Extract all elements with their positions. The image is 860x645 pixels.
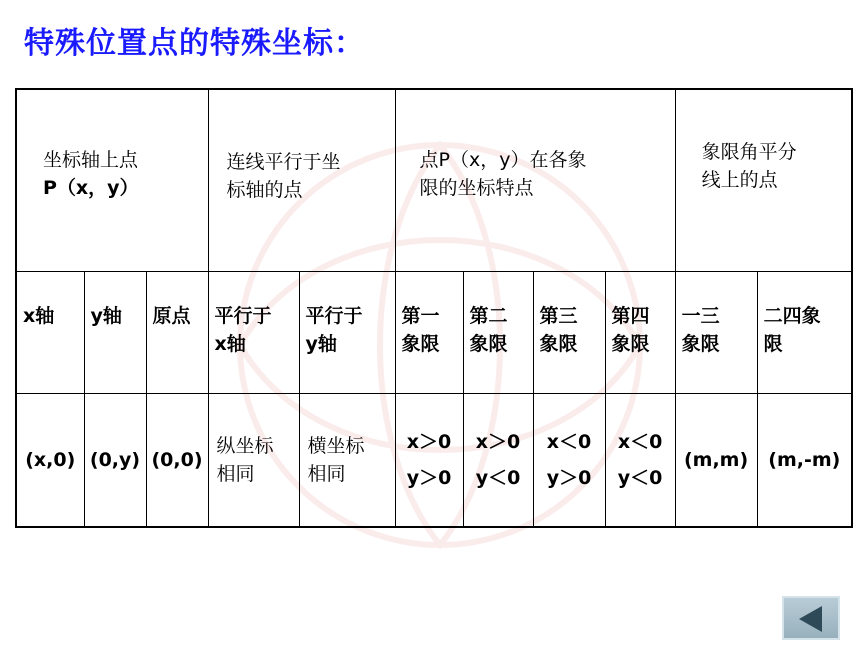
subheader-bisector-13: 一三 象限	[675, 271, 757, 393]
subheader-quadrant-1: 第一 象限	[395, 271, 463, 393]
value-y-axis: (0,y)	[84, 393, 146, 527]
coordinates-table	[15, 88, 853, 528]
subheader-parallel-x: 平行于 x轴	[208, 271, 299, 393]
header-parallel: 连线平行于坐 标轴的点	[208, 89, 395, 271]
value-bisector-13: (m,m)	[675, 393, 757, 527]
header-quadrant: 点P（x，y）在各象 限的坐标特点	[395, 89, 675, 271]
back-arrow-icon	[796, 604, 826, 634]
subheader-row	[16, 271, 852, 393]
back-button[interactable]	[782, 596, 840, 640]
value-quadrant-1: x＞0 y＞0	[395, 393, 463, 527]
subheader-parallel-y: 平行于 y轴	[299, 271, 395, 393]
value-x-axis: (x,0)	[16, 393, 84, 527]
subheader-quadrant-4: 第四 象限	[605, 271, 675, 393]
subheader-quadrant-3: 第三 象限	[533, 271, 605, 393]
subheader-quadrant-2: 第二 象限	[463, 271, 533, 393]
subheader-bisector-24: 二四象 限	[757, 271, 852, 393]
subheader-origin: 原点	[146, 271, 208, 393]
header-bisector: 象限角平分 线上的点	[675, 89, 852, 271]
value-quadrant-2: x＞0 y＜0	[463, 393, 533, 527]
value-origin: (0,0)	[146, 393, 208, 527]
slide-title: 特殊位置点的特殊坐标：	[24, 26, 365, 61]
header-axis-point: 坐标轴上点 P（x，y）	[16, 89, 208, 271]
value-quadrant-4: x＜0 y＜0	[605, 393, 675, 527]
value-parallel-x: 纵坐标 相同	[208, 393, 299, 527]
value-parallel-y: 横坐标 相同	[299, 393, 395, 527]
subheader-x-axis: x轴	[16, 271, 84, 393]
value-quadrant-3: x＜0 y＞0	[533, 393, 605, 527]
value-bisector-24: (m,-m)	[757, 393, 852, 527]
values-row	[16, 393, 852, 527]
subheader-y-axis: y轴	[84, 271, 146, 393]
group-header-row	[16, 89, 852, 271]
